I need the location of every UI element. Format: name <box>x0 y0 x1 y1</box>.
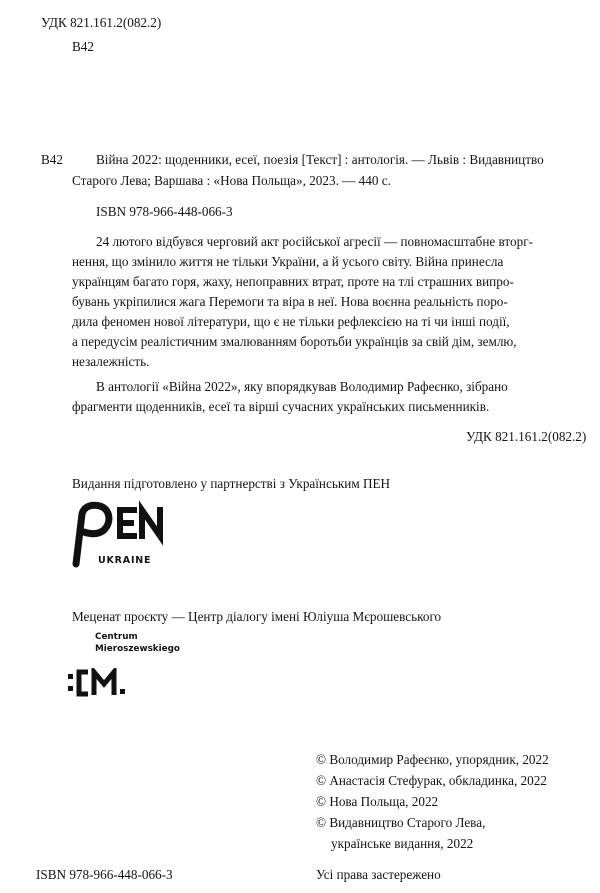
header-bbk: В42 <box>72 39 94 54</box>
patron-text: Меценат проєкту — Центр діалогу імені Юліуша Мєрошевського <box>72 609 442 624</box>
abstract-line: а передусім реалістичним змалюванням боротьби українців за свій дім, землю, <box>72 334 517 349</box>
abstract-line: 24 лютого відбувся черговий акт російської агресії — повномасштабне вторг- <box>96 234 534 249</box>
catalog-line-1: Війна 2022: щоденники, есеї, поезія [Текст] : антологія. — Львів : Видавництво <box>96 152 544 167</box>
abstract-line: незалежність. <box>72 354 150 369</box>
copyright-line: © Анастасія Стефурак, обкладинка, 2022 <box>316 773 547 788</box>
copyright-line: українське видання, 2022 <box>331 836 474 851</box>
cm-logo-mark <box>68 668 132 698</box>
copyright-line: © Володимир Рафеєнко, упорядник, 2022 <box>316 752 549 767</box>
copyright-line: © Видавництво Старого Лева, <box>316 815 486 830</box>
pen-ukraine-logo <box>68 500 178 572</box>
abstract-line: фрагменти щоденників, есеї та вірші сучасних українських письменників. <box>72 399 490 414</box>
abstract-line: В антології «Війна 2022», яку впорядкував Володимир Рафеєнко, зібрано <box>96 379 508 394</box>
abstract-line: бувань укріпилися жага Перемоги та віра в неї. Нова воєнна реальність поро- <box>72 294 508 309</box>
footer-isbn: ISBN 978-966-448-066-3 <box>36 867 173 882</box>
abstract-line: дила феномен нової літератури, що є не тільки рефлексією на ті чи інші події, <box>72 314 510 329</box>
abstract-line: українцям багато горя, жаху, непоправних втрат, проте на тлі страшних випро- <box>72 274 514 289</box>
partner-text: Видання підготовлено у партнерстві з Українським ПЕН <box>72 476 391 491</box>
header-udk: УДК 821.161.2(082.2) <box>41 15 162 30</box>
centrum-mieroszewskiego-logo <box>68 632 188 708</box>
catalog-isbn: ISBN 978-966-448-066-3 <box>96 204 233 219</box>
copyright-line: © Нова Польща, 2022 <box>316 794 439 809</box>
cm-logo-line-2: Mieroszewskiego <box>95 644 180 654</box>
catalog-code: В42 <box>41 152 63 167</box>
footer-rights: Усі права застережено <box>316 867 441 882</box>
abstract-udk: УДК 821.161.2(082.2) <box>466 429 587 444</box>
abstract-line: нення, що змінило життя не тільки України, а й усього світу. Війна принесла <box>72 254 504 269</box>
pen-logo-subtitle: UKRAINE <box>98 555 152 566</box>
cm-logo-line-1: Centrum <box>95 632 138 642</box>
catalog-line-2: Старого Лева; Варшава : «Нова Польща», 2023. — 440 с. <box>72 173 391 188</box>
